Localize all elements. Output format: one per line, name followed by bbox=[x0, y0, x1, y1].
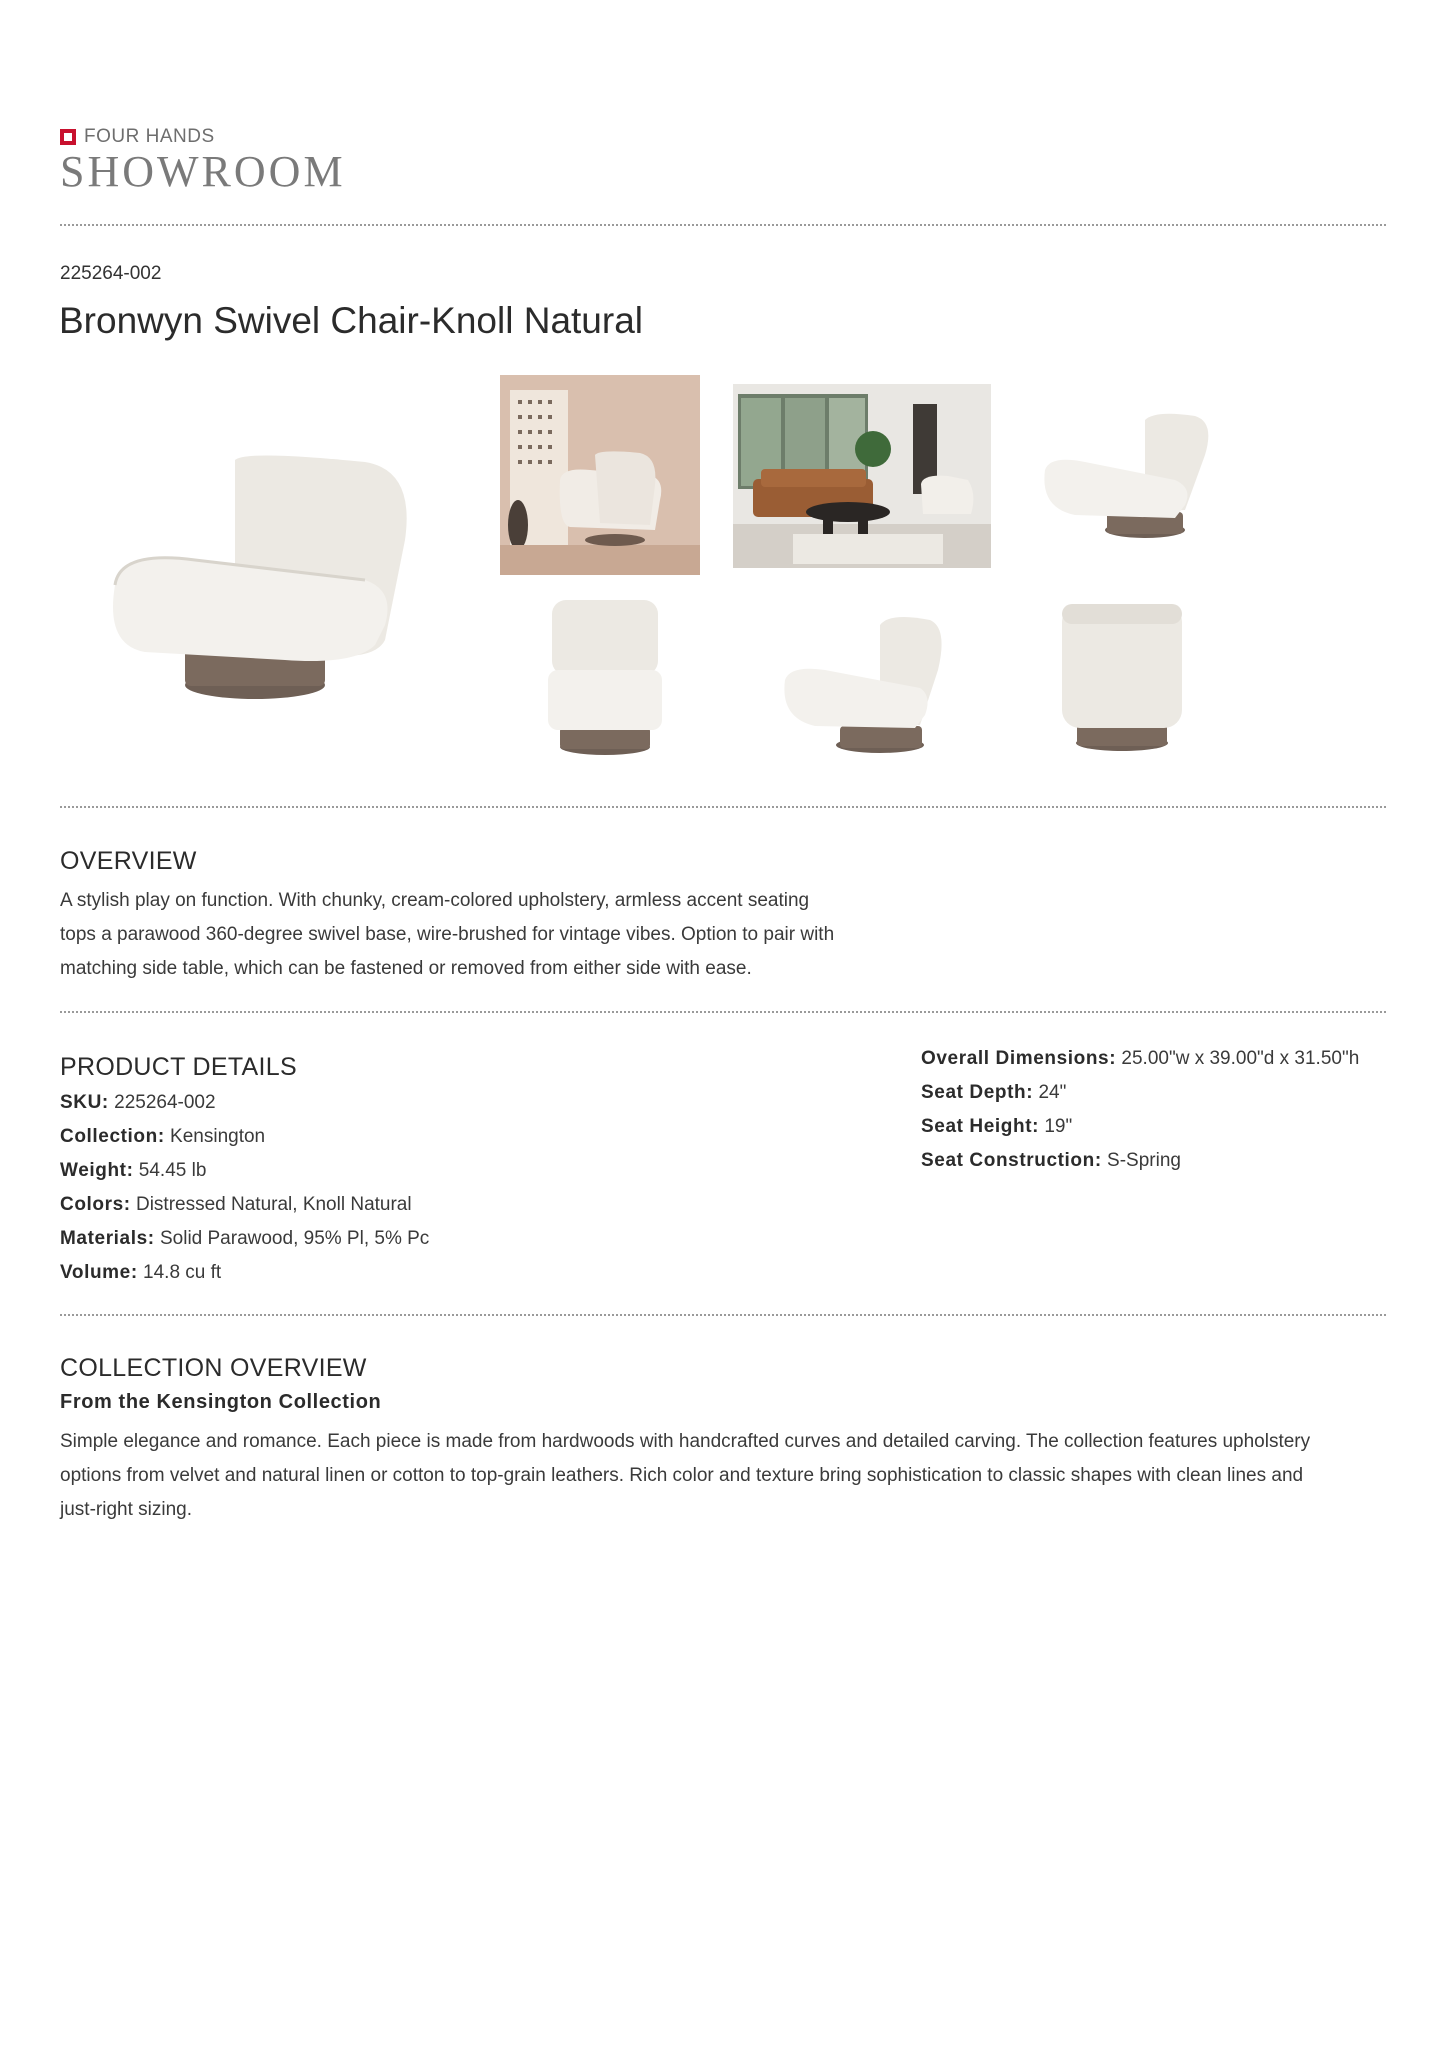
detail-row-volume bbox=[60, 1256, 429, 1290]
brand-logo bbox=[60, 126, 346, 197]
divider bbox=[60, 1011, 1386, 1013]
living-room-scene-photo-icon bbox=[733, 384, 991, 568]
detail-row-materials bbox=[60, 1222, 429, 1256]
detail-value: Kensington bbox=[170, 1126, 266, 1147]
gallery-image-7[interactable] bbox=[1042, 598, 1202, 758]
gallery-image-4[interactable] bbox=[1025, 400, 1225, 580]
product-sku: 225264-002 bbox=[60, 263, 162, 284]
collection-line: just-right sizing. bbox=[60, 1499, 192, 1520]
swivel-chair-angle-photo-icon bbox=[770, 600, 970, 760]
product-title: Bronwyn Swivel Chair-Knoll Natural bbox=[59, 300, 643, 341]
swivel-chair-side-photo-icon bbox=[1025, 400, 1225, 580]
divider bbox=[60, 224, 1386, 226]
collection-line: Simple elegance and romance. Each piece is made from hardwoods with handcrafted curves and detailed carving. The collection features upholstery bbox=[60, 1431, 1311, 1452]
brand-mark-icon bbox=[60, 129, 76, 145]
overview-line: matching side table, which can be fastened or removed from either side with ease. bbox=[60, 958, 752, 979]
detail-label: Seat Depth: bbox=[921, 1082, 1034, 1103]
detail-label: Seat Construction: bbox=[921, 1150, 1102, 1171]
detail-row-collection bbox=[60, 1120, 429, 1154]
product-details-heading: PRODUCT DETAILS bbox=[60, 1053, 297, 1081]
collection-text bbox=[60, 1425, 1310, 1527]
detail-row-weight bbox=[60, 1154, 429, 1188]
divider bbox=[60, 1314, 1386, 1316]
swivel-chair-front-photo-icon bbox=[530, 592, 680, 762]
detail-label: Overall Dimensions: bbox=[921, 1048, 1117, 1069]
overview-line: A stylish play on function. With chunky, cream-colored upholstery, armless accent seating bbox=[60, 890, 810, 911]
detail-value: 19" bbox=[1044, 1116, 1073, 1137]
detail-value: Solid Parawood, 95% Pl, 5% Pc bbox=[159, 1228, 430, 1249]
detail-value: 54.45 lb bbox=[138, 1160, 207, 1181]
detail-value: Distressed Natural, Knoll Natural bbox=[135, 1194, 412, 1215]
detail-row-colors bbox=[60, 1188, 429, 1222]
collection-line: options from velvet and natural linen or cotton to top-grain leathers. Rich color and texture bring sophistication to classic shapes with clean lines and bbox=[60, 1465, 1304, 1486]
detail-row-sku bbox=[60, 1086, 429, 1120]
detail-value: 25.00"w x 39.00"d x 31.50"h bbox=[1121, 1048, 1360, 1069]
detail-value: 14.8 cu ft bbox=[143, 1262, 222, 1283]
collection-subheading: From the Kensington Collection bbox=[60, 1391, 382, 1413]
swivel-chair-three-quarter-photo-icon bbox=[75, 420, 445, 720]
gallery-image-3[interactable] bbox=[733, 384, 991, 568]
detail-label: Weight: bbox=[60, 1160, 134, 1181]
details-right-column bbox=[921, 1042, 1359, 1178]
detail-row-seat-height bbox=[921, 1110, 1359, 1144]
overview-heading: OVERVIEW bbox=[60, 847, 197, 875]
brand-subtitle: SHOWROOM bbox=[60, 147, 346, 196]
detail-row-overall-dimensions bbox=[921, 1042, 1359, 1076]
swivel-chair-back-photo-icon bbox=[1042, 598, 1202, 758]
overview-line: tops a parawood 360-degree swivel base, wire-brushed for vintage vibes. Option to pair with bbox=[60, 924, 835, 945]
detail-label: Seat Height: bbox=[921, 1116, 1040, 1137]
detail-label: Colors: bbox=[60, 1194, 131, 1215]
detail-value: 225264-002 bbox=[114, 1092, 216, 1113]
detail-value: 24" bbox=[1038, 1082, 1067, 1103]
detail-label: SKU: bbox=[60, 1092, 109, 1113]
detail-value: S-Spring bbox=[1107, 1150, 1181, 1171]
gallery-image-main[interactable] bbox=[75, 420, 445, 720]
details-left-column bbox=[60, 1086, 429, 1290]
divider bbox=[60, 806, 1386, 808]
overview-text bbox=[60, 884, 834, 986]
styled-room-chair-photo-icon bbox=[500, 375, 700, 575]
gallery-image-2[interactable] bbox=[500, 375, 700, 575]
brand-name: FOUR HANDS bbox=[84, 126, 215, 147]
gallery-image-5[interactable] bbox=[530, 592, 680, 762]
detail-row-seat-construction bbox=[921, 1144, 1359, 1178]
detail-label: Collection: bbox=[60, 1126, 165, 1147]
detail-label: Volume: bbox=[60, 1262, 138, 1283]
gallery-image-6[interactable] bbox=[770, 600, 970, 760]
detail-label: Materials: bbox=[60, 1228, 155, 1249]
detail-row-seat-depth bbox=[921, 1076, 1359, 1110]
collection-overview-heading: COLLECTION OVERVIEW bbox=[60, 1354, 367, 1382]
